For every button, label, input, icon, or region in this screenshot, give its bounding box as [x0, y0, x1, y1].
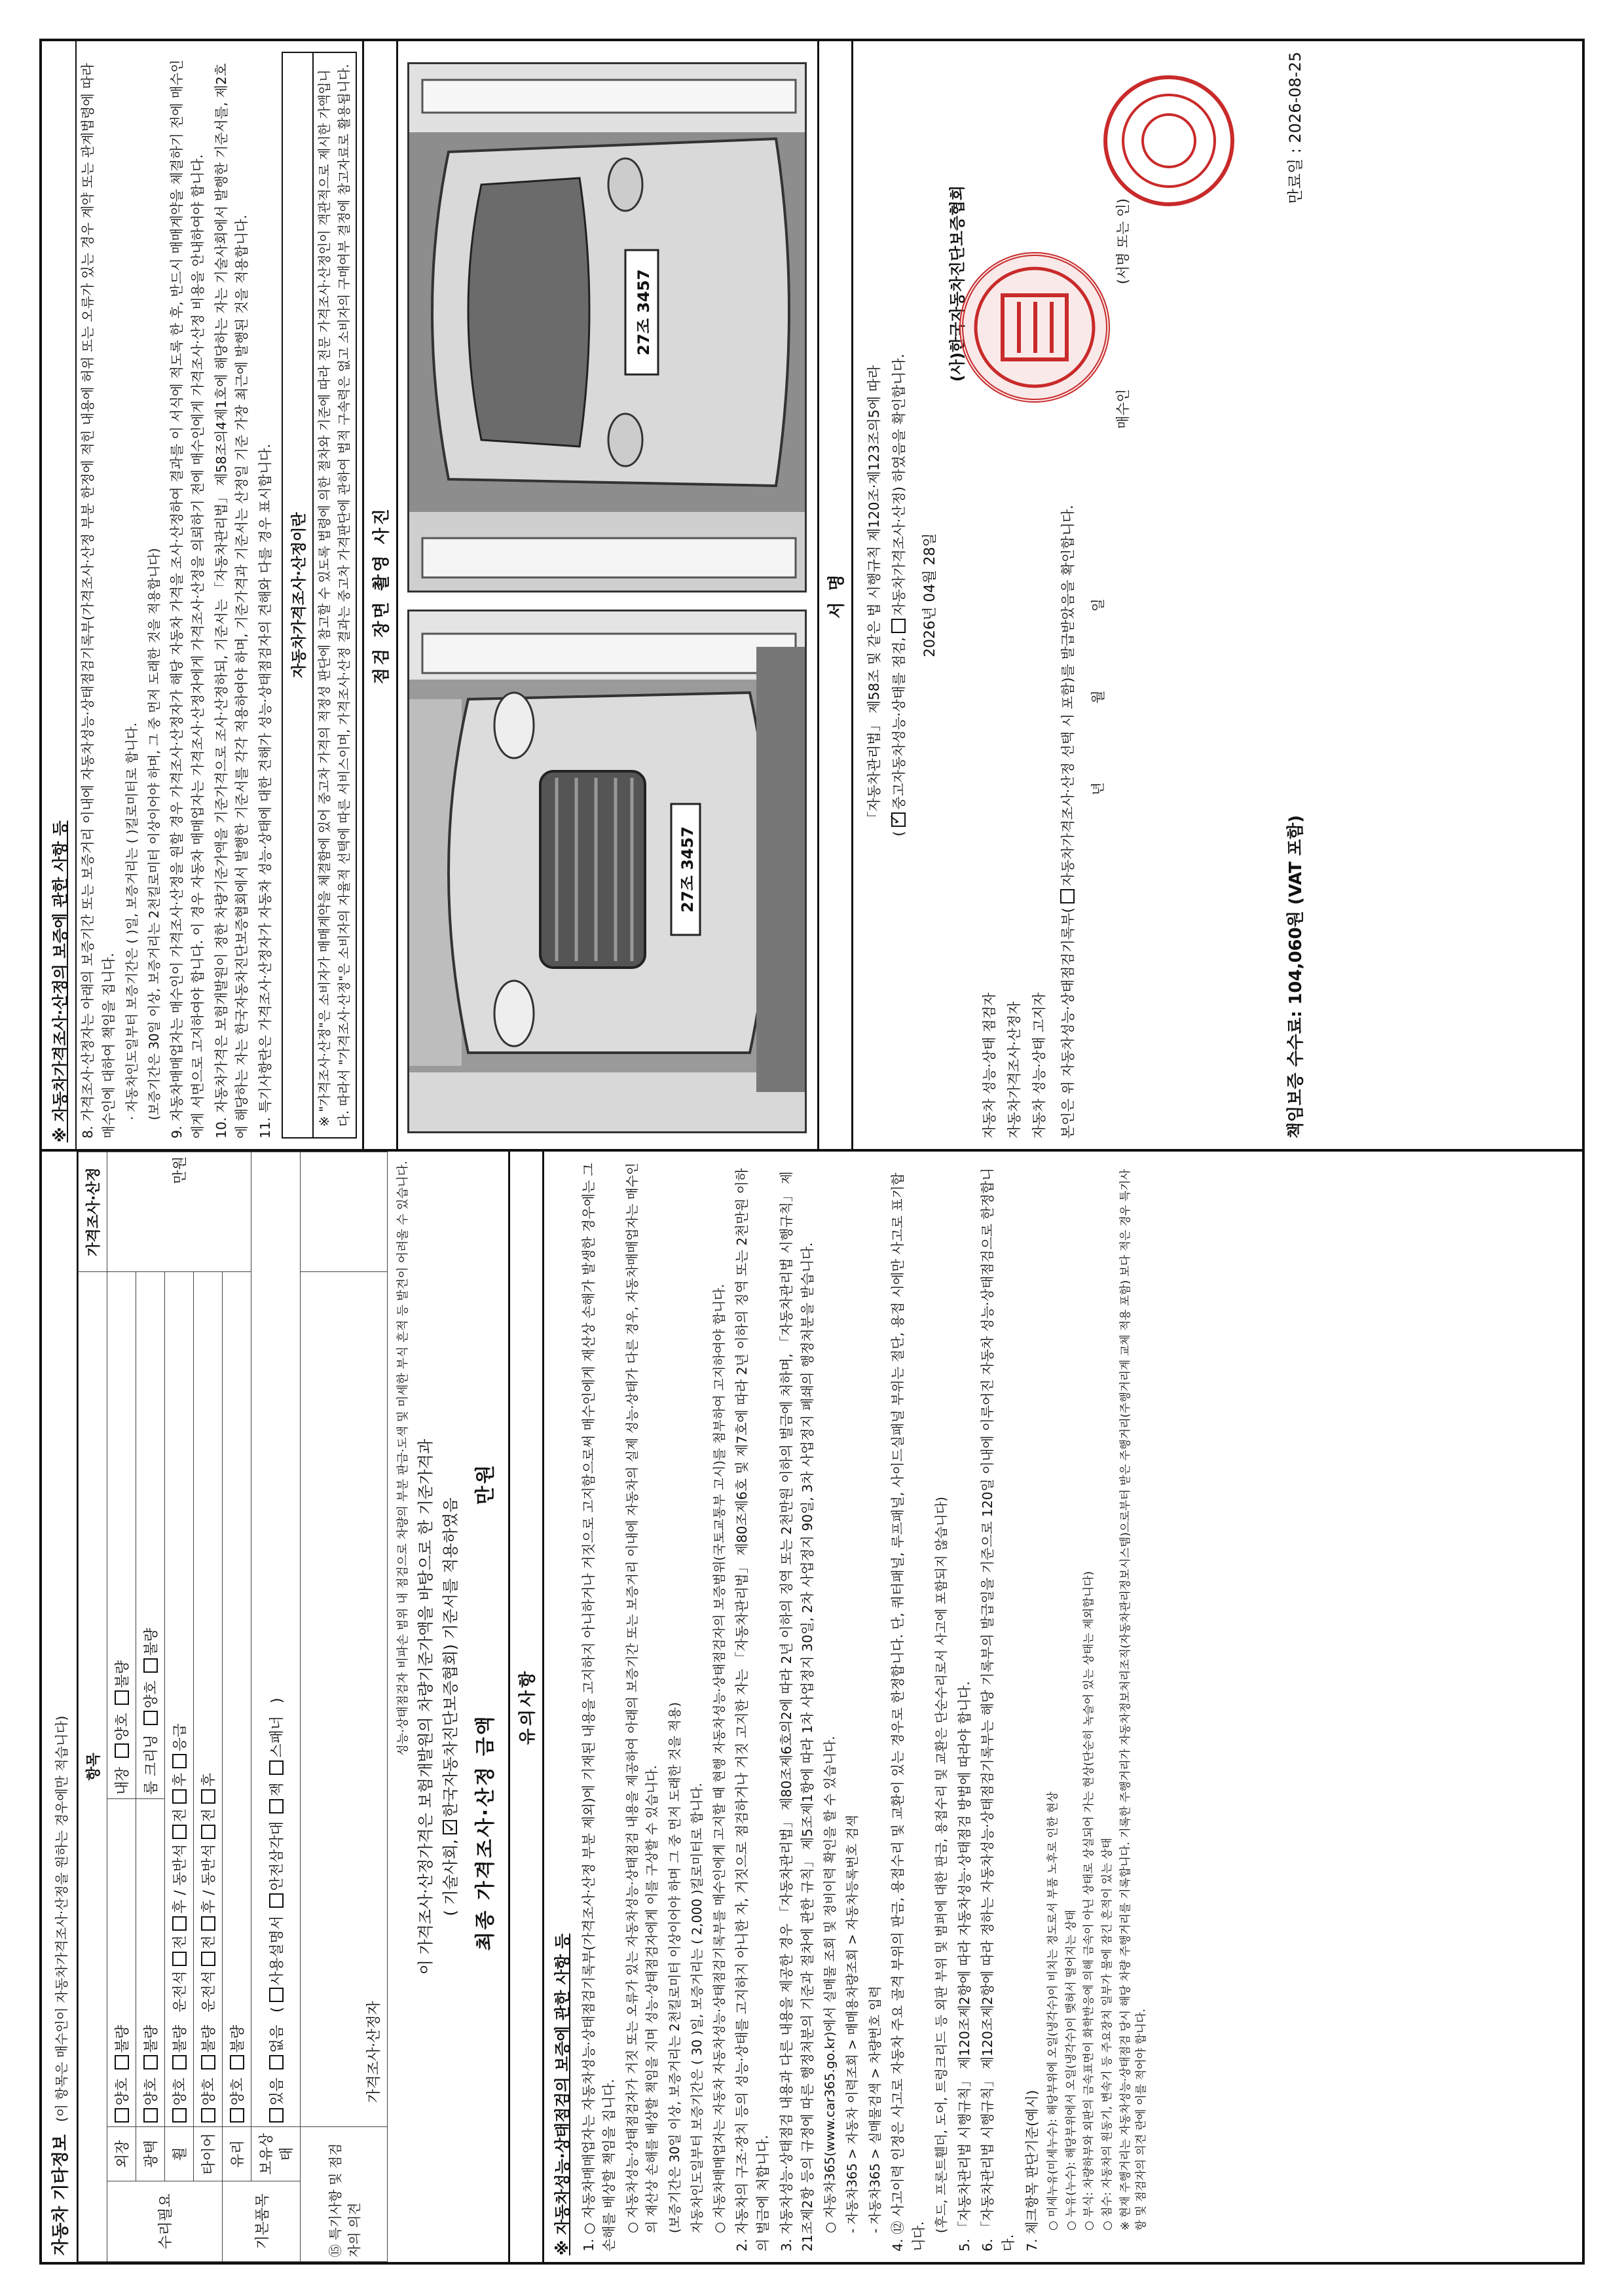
checkbox-icon[interactable]	[269, 1799, 284, 1813]
year-label: 년	[1090, 782, 1107, 795]
notifier-label: 자동차 성능·상태 고지자	[1031, 993, 1048, 1139]
notice-item: ○ 자동차성능·상태점검자가 거짓 또는 오류가 있는 자동차성능·상태점검 내용을 제공하여 아래의 보증기간 또는 보증거리 이내에 자동차의 실제 성능·상태가 다른 경우, 자동차매매업자는 매수인의 재산상 손해를 배상할 책임을 지며 성능·상태점검자에게 이를 구상할 수 있습니다.	[625, 1162, 660, 2233]
row-glass: 유리	[223, 2127, 251, 2181]
checkbox-icon[interactable]	[269, 1893, 284, 1908]
basic-item: 스패너	[268, 1715, 286, 1758]
inspector-label: 자동차 성능·상태 점검자	[982, 993, 998, 1139]
checkbox-icon[interactable]	[201, 1825, 215, 1840]
valuation-line2-b: 한국자동차진단보증협회) 기준서를 적용하였음	[441, 1497, 460, 1817]
row-retained-opts: 있음없음 ( 사용설명서안전삼각대잭스패너 )	[251, 1152, 301, 2127]
notice-item: ○ 자동차매매업자는 자동차 자동차성능·상태점검기록부를 매수인에게 고지할 때 현행 자동차성능·상태점검자의 보증범위(국토교통부 고시)를 첨부하여 고지하여야 합니다.	[711, 1284, 727, 2233]
other-info-subtitle: (이 항목은 매수인이 자동차가격조사·산정을 원하는 경우에만 적습니다)	[54, 1715, 69, 2123]
sign-date	[916, 41, 942, 1149]
checkbox-icon[interactable]	[172, 1825, 187, 1840]
notice-item: - 자동차365 > 실매물검색 > 차량번호 입력	[867, 1986, 883, 2233]
row-wheel: 휠	[165, 2127, 194, 2181]
checkbox-icon[interactable]	[269, 2055, 284, 2069]
checkbox-icon[interactable]	[172, 1789, 187, 1804]
opt-label: 양호	[172, 2077, 189, 2105]
day-label: 일	[922, 533, 939, 547]
checkbox-icon[interactable]	[201, 2055, 215, 2069]
row-tire: 타이어	[194, 2127, 223, 2181]
criteria-item: ○ 누유(누수): 해당부위에서 오일(냉각수)이 맺혀서 떨어지는 상태	[1064, 1909, 1078, 2231]
valuation-notice-item: 10. 자동차가격은 보험개발원이 정한 차량기준가액을 기준가격으로 조사·산정하되, 기준서는 「자동차관리법」 제58조의4제1호에 해당하는 자는 기술사회에서 발행한 기준서를, 제2호에 해당하는 자는 한국자동차진단보증협회에서 발행한 기준서를 각각 적용하여야 하며, 기준가격과 기준서는 산정일 기준 가장 최근에 발행된 것을 적용합니다.	[213, 63, 250, 1139]
checkbox-icon[interactable]	[201, 2108, 215, 2123]
valuation-line1: 이 가격조사·산정가격은 보험개발원의 차량기준가액을 바탕으로 한 기준가격과	[416, 1438, 435, 1975]
checkbox-icon[interactable]	[269, 1760, 284, 1775]
valuation-notice-item: (보증기간은 30일 이상, 보증거리는 2천킬로미터 이상이어야 하며, 그 중 먼저 도래한 것을 적용합니다)	[146, 548, 162, 1120]
criteria-item: ○ 미세누유(미세누수): 해당부위에 오일(냉각수)이 비치는 정도로서 부품 노후로 인한 현상	[1046, 1791, 1060, 2231]
opt-label: 없음	[268, 2024, 286, 2053]
left-panel	[42, 1149, 1582, 2262]
checkbox-icon[interactable]	[443, 1820, 457, 1834]
sign-year: 2026	[922, 620, 939, 657]
checkbox-icon[interactable]	[891, 619, 906, 633]
opt-label: 전	[201, 1935, 217, 1950]
opt-label: 양호	[115, 2077, 131, 2105]
checkbox-icon[interactable]	[172, 2108, 187, 2123]
opt-label: 후	[172, 1772, 189, 1787]
sign-day: 28	[922, 547, 939, 566]
inspection-photo-front	[407, 610, 807, 1133]
confirm-text: 본인은 위 자동차성능·상태점검기록부(	[1060, 907, 1077, 1139]
checkbox-icon[interactable]	[115, 1690, 129, 1705]
checkbox-icon[interactable]	[1060, 889, 1075, 903]
other-info-title-text: 자동차 기타정보	[51, 2134, 71, 2255]
criteria-item: ※ 현재 주행거리는 자동차성능·상태점검 당시 해당 차량 주행거리를 기록합니다. 기록한 주행거리가 자동차정보처리조직(자동차관리정보시스템)으로부터 받은 주행거리(주행거리계 교체 적용 포함) 보다 적은 경우 특기사항 및 점검자의 의견 란에 이를 적어야 합니다.	[1118, 1169, 1148, 2231]
opt-label: 양호	[115, 1713, 131, 1741]
check-line-b: 자동차가격조사·산정) 하였음을 확인합니다.	[891, 354, 908, 616]
opt-label: 양호	[143, 1680, 160, 1709]
association-seal	[959, 252, 1110, 403]
opt-label: 불량	[172, 2024, 189, 2053]
other-info-table	[78, 1152, 388, 2262]
opt-label: 양호	[201, 2077, 217, 2105]
opt-label: 불량	[115, 2024, 131, 2053]
opt-label: 응급	[172, 1723, 189, 1751]
special-empty	[301, 1152, 388, 1272]
wheel-passenger: 동반석	[172, 1844, 189, 1886]
checkbox-icon[interactable]	[115, 2055, 129, 2069]
checkbox-icon[interactable]	[172, 1952, 187, 1966]
final-amount-label: 최종 가격조사·산정 금액	[473, 1714, 497, 1951]
basic-item: 잭	[268, 1782, 286, 1796]
checkbox-icon[interactable]	[230, 2055, 244, 2069]
plate-text-front: 27조 3457	[678, 826, 697, 913]
row-room-clean-opts	[136, 1272, 165, 1799]
checkbox-icon[interactable]	[230, 2108, 244, 2123]
opt-label: 불량	[201, 2024, 217, 2053]
notice-item: 1. ○ 자동차매매업자는 자동차성능·상태점검기록부(가격조사·산정 부분 제외)에 기재된 내용을 고지하지 아니하거나 거짓으로 고지함으로써 매수인에게 재산상 손해가 발생한 경우에는 그 손해를 배상할 책임을 집니다.	[580, 1163, 618, 2251]
final-amount-unit: 만원	[473, 1463, 497, 1505]
row-wheel-opts: 양호불량 운전석 전 후 / 동반석 전 후 응급	[165, 1272, 194, 2127]
signature-bar: 서 명	[817, 41, 853, 1149]
valuation-line2	[438, 1161, 463, 2253]
check-line: ( ✓중고자동차성능·상태를 점검, 자동차가격조사·산정) 하였음을 확인합니다.	[886, 41, 911, 1149]
checkbox-icon[interactable]	[143, 1711, 158, 1725]
col-price: 가격조사·산정	[79, 1152, 107, 1272]
other-info-title	[42, 1152, 78, 2262]
signature-area	[861, 41, 1313, 1149]
sign-hint: (서명 또는 인)	[1115, 198, 1132, 285]
expiry-date: 만료일 : 2026-08-25	[1286, 52, 1305, 204]
plate-text-rear: 27조 3457	[635, 269, 654, 355]
month-label: 월	[1090, 690, 1107, 704]
basic-item: 안전삼각대	[268, 1821, 286, 1891]
confirm-text-b: 자동차가격조사·산정 선택 시 포함)를 발급받았음을 확인합니다.	[1060, 505, 1077, 886]
valuation-definition-text: ※ "가격조사·산정"은 소비자가 매매계약을 체결함에 있어 중고차 가격의 적정성 판단에 참고할 수 있도록 법령에 의한 절차와 기준에 따라 전문 가격조사·산정인이 객관적으로 제시한 가액입니다. 따라서 "가격조사·산정"은 소비자의 자율적 선택에 따른 서비스이며, 가격조사·산정 결과는 중고차 가격판단에 관하여 법적 구속력은 없고 소비자의 구매여부 결정에 참고자료로 활용됩니다.	[316, 64, 352, 1127]
car-front-icon	[409, 610, 807, 1131]
buyer-label: 매수인	[1115, 389, 1132, 429]
inspection-photo-rear	[407, 62, 807, 592]
valuation-line2-a: ( 기술사회,	[441, 1839, 460, 1916]
valuation-notice-item: 11. 특기사항란은 가격조사·산정자가 자동차 성능·상태에 대한 견해가 성능·상태점검자의 견해와 다를 경우 표시합니다.	[257, 443, 274, 1139]
valuation-block	[388, 1152, 508, 2262]
document-frame	[39, 39, 1585, 2265]
notice-head: ※ 자동차성능·상태점검의 보증에 관한 사항 등	[553, 1933, 572, 2255]
opt-label: 전	[201, 1808, 217, 1823]
warranty-fee: 책임보증 수수료: 104,060원 (VAT 포함)	[1286, 814, 1306, 1139]
valuation-notice-head: ※ 자동차가격조사·산정의 보증에 관한 사항 등	[42, 41, 77, 1149]
photos-bar: 점검 장면 촬영 사진	[362, 41, 398, 1149]
final-amount-row	[470, 1161, 502, 2253]
notice-item: 7. 체크항목 판단기준(예시)	[1024, 2090, 1040, 2251]
notice-item: 2. 자동차의 구조·장치 등의 성능·상태를 고지하지 아니한 자, 거짓으로 점검하거나 거짓 고지한 자는 「자동차관리법」 제80조제6호 및 제7호에 따라 2년 이하의 징역 또는 2천만원 이하의 벌금에 처합니다.	[734, 1168, 771, 2251]
checkbox-icon[interactable]	[172, 1754, 187, 1768]
row-room-clean: 룸 크리닝	[143, 1734, 160, 1795]
row-interior: 내장	[115, 1766, 131, 1795]
inspector-seal	[1103, 75, 1234, 206]
confirm-line	[1055, 41, 1080, 1149]
checkbox-icon[interactable]	[172, 1916, 187, 1931]
row-exterior-opts	[107, 1799, 136, 2127]
valuer-label: 자동차가격조사·산정자	[1006, 1001, 1023, 1139]
checkbox-icon[interactable]	[201, 1916, 215, 1931]
valuation-notice-item: 9. 자동차매매업자는 매수인이 가격조사·산정을 원할 경우 가격조사·산정자가 해당 자동차 가격을 조사·산정하여 결과를 이 서식에 적도록 한 후, 반드시 매매계약을 체결하기 전에 매수인에게 서면으로 고지하여야 합니다. 이 경우 자동차 매매업자는 가격조사·산정자에게 가격조사·산정을 의뢰하기 전에 매수인에게 가격조사·산정 비용을 안내하여야 합니다.	[168, 60, 206, 1139]
row-gloss: 광택	[136, 2127, 165, 2181]
checkbox-icon[interactable]	[143, 2108, 158, 2123]
notice-item: (후드, 프론트휀더, 도어, 트렁크리드 등 외판 부위 및 범퍼에 대한 판금, 용접수리 및 교환은 단순수리로서 사고에 포함되지 않습니다)	[934, 1497, 950, 2233]
checkbox-icon[interactable]	[115, 1743, 129, 1758]
special-price-label: 가격조사·산정자	[366, 2001, 382, 2103]
seal-icon	[963, 256, 1106, 399]
row-glass-opts	[223, 1272, 251, 2127]
buyer-line	[1110, 41, 1135, 1149]
valuation-definition-title: 자동차가격조사·산정이란	[283, 53, 314, 1137]
checkbox-icon[interactable]	[201, 1789, 215, 1804]
row-exterior: 외장	[107, 2127, 136, 2181]
car-rear-icon	[409, 62, 807, 591]
opt-label: 불량	[230, 2024, 246, 2053]
opt-label: 후	[172, 1899, 189, 1914]
opt-label: 후	[201, 1899, 217, 1914]
price-unit: 만원	[107, 1152, 251, 1272]
valuation-notice-item: 8. 가격조사·산정자는 아래의 보증기간 또는 보증거리 이내에 자동차성능·상태점검기록부(가격조사·산정 부분 한정에 적힌 내용에 허위 또는 오류가 있는 경우 계약 또는 관계법령에 따라 매수인에 대하여 책임을 집니다.	[80, 63, 117, 1139]
checkbox-icon[interactable]	[269, 2108, 284, 2123]
tire-passenger: 동반석	[201, 1844, 217, 1886]
opt-label: 전	[172, 1935, 189, 1950]
photos-area	[398, 41, 817, 1149]
day-label: 일	[1090, 598, 1107, 612]
opt-label: 불량	[143, 1628, 160, 1656]
opt-label: 후	[201, 1772, 217, 1787]
opt-label: 양호	[143, 2077, 160, 2105]
valuation-note: 성능·상태점검자 비파손 범위 내 점검으로 차량의 부분 판금·도색 및 미세한 부식 흔적 등 발견이 어려울 수 있습니다.	[396, 1161, 410, 1756]
col-item: 항목	[79, 1272, 107, 2262]
valuation-definition-box	[282, 52, 357, 1139]
opt-label: 있음	[268, 2077, 286, 2105]
notice-item: 자동차인도일부터 보증기간은 ( 30 )일, 보증거리는 ( 2,000 )킬로미터로 합니다.	[689, 1783, 705, 2233]
sign-month: 04	[922, 583, 939, 602]
buyer-date	[1085, 41, 1110, 1149]
notice-item: (보증기간은 30일 이상, 보증거리는 2천킬로미터 이상이어야 하며 그 중 먼저 도래한 것을 적용)	[667, 1702, 682, 2233]
notice-item: ○ 자동차365(www.car365.go.kr)에서 실매물 조회 및 정비이력 확인을 할 수 있습니다.	[822, 1736, 838, 2233]
association-name: (사)한국자동차진단보증협회	[948, 185, 967, 382]
basic-item: 사용설명서	[268, 1916, 286, 1986]
year-label: 년	[922, 606, 939, 621]
footer-row	[1282, 52, 1306, 1139]
checkbox-icon[interactable]	[115, 2108, 129, 2123]
notice-item: 6. 「자동차관리법 시행규칙」 제120조제2항에 따라 정하는 자동차성능·상태점검기록부는 해당 기록부의 발급일을 기준으로 120일 이내에 이루어진 자동차 성능·상태점검으로 한정합니다.	[980, 1167, 1017, 2251]
valuation-notice-item: · 자동차인도일부터 보증기간은 ( )일, 보증거리는 ( )킬로미터로 합니다.	[124, 722, 139, 1120]
wheel-driver: 운전석	[172, 1971, 189, 2013]
tire-driver: 운전석	[201, 1971, 217, 2013]
opt-label: 양호	[230, 2077, 246, 2105]
special-content	[301, 1272, 388, 2127]
month-label: 월	[922, 570, 939, 584]
notice-bar: 유의사항	[508, 1152, 544, 2262]
notice-item: 3. 자동차성능·상태점검 내용과 다른 내용을 제공한 경우 「자동차관리법」 제80조제6호의2에 따라 2년 이하의 징역 또는 2천만원 이하의 벌금에 처하며, 「자동차관리법 시행규칙」 제21조제2항 등의 규정에 따른 행정처분의 기준과 절차에 관한 규칙」 제5조제1항에 따라 1차 사업정지 30일, 2차 사업정지 90일, 3차 사업정지 폐쇄의 행정처분을 받습니다.	[778, 1171, 815, 2251]
row-interior-opts	[107, 1272, 136, 1799]
row-tire-opts: 양호불량 운전석 전 후 / 동반석 전 후	[194, 1272, 223, 2127]
row-gloss-opts	[136, 1799, 165, 2127]
checkbox-icon[interactable]	[201, 1952, 215, 1966]
notice-item: 4. ⑫ 사고이력 인정은 사고로 자동차 주요 골격 부위의 판금, 용접수리 및 교환이 있는 경우로 한정합니다. 단, 쿼터패널, 루프패널, 사이드실패널 부위는 절단, 용접 시에만 사고로 표기합니다.	[889, 1172, 927, 2251]
opt-label: 불량	[115, 1660, 131, 1688]
repair-label: 수리필요	[107, 2181, 223, 2262]
opt-label: 불량	[143, 2024, 160, 2053]
checkbox-icon[interactable]	[891, 812, 906, 827]
row-retained: 보유상태	[251, 2127, 301, 2181]
notice-item: 5. 「자동차관리법 시행규칙」 제120조제2항에 따라 자동차성능·상태점검 방법에 따라야 합니다.	[956, 1681, 972, 2251]
basic-label: 기본품목	[223, 2181, 301, 2262]
opt-label: 전	[172, 1808, 189, 1823]
check-line-a: 중고자동차성능·상태를 점검,	[891, 637, 908, 810]
checkbox-icon[interactable]	[143, 2055, 158, 2069]
criteria-item: ○ 침수: 자동차의 원동기, 변속기 등 주요장치 일부가 물에 잠긴 흔적이 있는 상태	[1101, 1838, 1115, 2231]
checkbox-icon[interactable]	[269, 1988, 284, 2002]
special-label: ⑮ 특기사항 및 점검자의 의견	[301, 2127, 388, 2262]
right-panel	[42, 41, 1582, 1149]
checkbox-icon[interactable]	[172, 2055, 187, 2069]
criteria-item: ○ 부식: 차량하부와 외판의 금속표면이 화학반응에 의해 금속이 아닌 상태로 상실되어 가는 현상(단순히 녹슬어 있는 상태는 제외합니다)	[1082, 1571, 1096, 2231]
seal-icon	[1107, 79, 1230, 202]
notice-item: - 자동차365 > 자동차 이력조회 > 매매용차량조회 > 자동차등록번호 검색	[845, 1815, 860, 2233]
checkbox-icon[interactable]	[143, 1658, 158, 1673]
law-line: 「자동차관리법」 제58조 및 같은 법 시행규칙 제120조·제123조의5에 따라	[866, 365, 883, 826]
